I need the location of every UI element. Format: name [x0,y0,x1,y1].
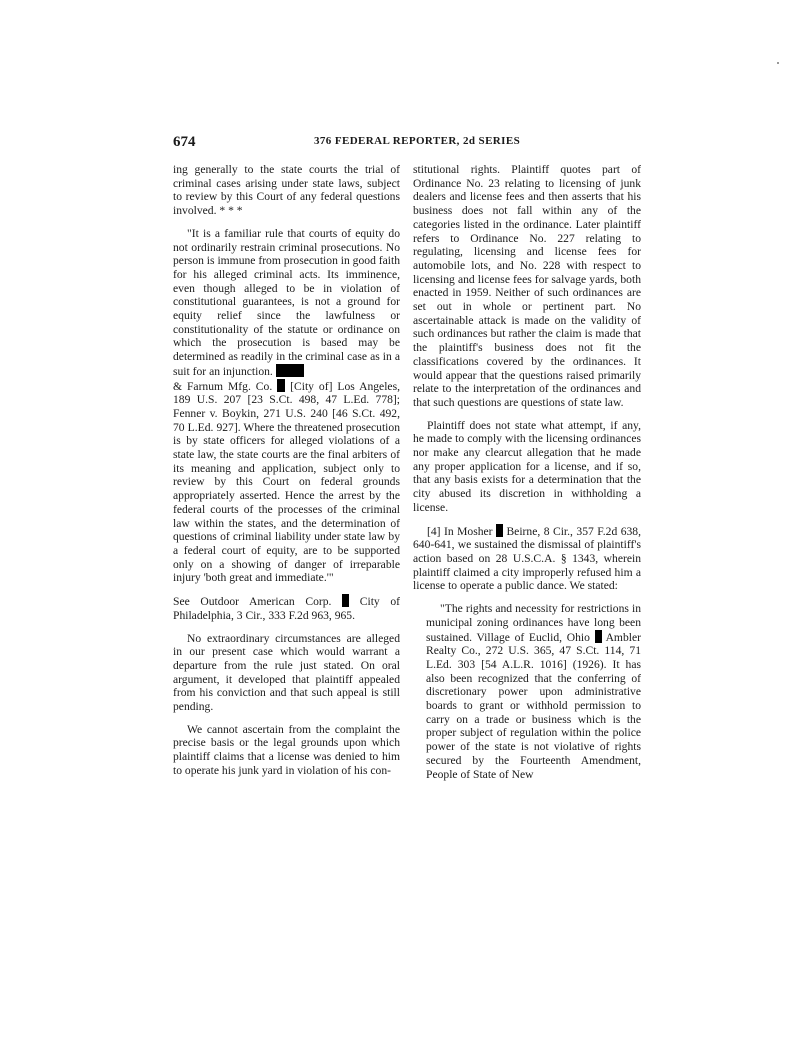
page-header [173,134,643,154]
quote-text: "The rights and necessity for restrictions in municipal zoning ordinances have long been sustained. Village of Euclid, Ohio Ambler Realty Co., 272 U.S. 365, 47 S.Ct. 114, 71 L.Ed. 303 [54 A.L.R. 1016] (1926). It has also been recognized that the conferring of discretionary power upon administrative boards to grant or withhold permission to carry on a trade or business which is the proper subject of regulation within the police power of the state is not violative of rights secured by the Fourteenth Amendment, People of State of New [426,602,641,781]
redaction-mark [276,364,304,377]
paragraph: No extraordinary circumstances are alleged in our present case which would warrant a departure from the rule just stated. On oral argument, it developed that plaintiff appealed from his conviction and that such appeal is still pending. [173,631,400,714]
block-quote [426,602,641,781]
left-column [173,163,400,787]
paragraph: [4] In Mosher Beirne, 8 Cir., 357 F.2d 638, 640-641, we sustained the dismissal of plaintiff's action based on 28 U.S.C.A. § 1343, wherein plaintiff claimed a city improperly refused him a license to operate a public dance. We stated: [413,524,641,593]
citation: See Outdoor American Corp. City of Philadelphia, 3 Cir., 333 F.2d 963, 965. [173,595,400,622]
redaction-mark [342,594,349,607]
block-quote [173,227,400,585]
paragraph: Plaintiff does not state what attempt, if any, he made to comply with the licensing ordinances nor make any clearcut allegation that he made any proper application for a license, and if so, that any basis exists for a determination that the city abused its discretion in withholding a license. [413,418,641,514]
page-number: 674 [173,134,196,150]
paragraph: ing generally to the state courts the trial of criminal cases arising under state laws, subject to review by this Court of any federal questions involved. * * * [173,163,400,218]
redaction-mark [496,524,503,537]
right-column [413,163,641,790]
running-title: 376 FEDERAL REPORTER, 2d SERIES [314,135,521,147]
redaction-mark [595,630,602,643]
paragraph: stitutional rights. Plaintiff quotes part of Ordinance No. 23 relating to licensing of junk dealers and license fees and then asserts that his business does not fall within any of the categories listed in the ordinance. Later plaintiff refers to Ordinance No. 227 relating to regulating, licensing and license fees for automobile lots, and No. 228 with respect to licensing and license fees for salvage yards, both enacted in 1959. Neither of such ordinances are set out in whole or pertinent part. No ascertainable attack is made on the validity of such ordinances but rather the claim is made that the plaintiff's business does not fit the classifications covered by the ordinances. It would appear that the questions raised primarily relate to the interpretation of the ordinances and that such questions are questions of state law. [413,163,641,409]
scan-speck [777,62,779,64]
quote-text: "It is a familiar rule that courts of equity do not ordinarily restrain criminal prosecutions. No person is immune from prosecution in good faith for his alleged criminal acts. Its imminence, even though alleged to be in violation of constitutional guarantees, is not a ground for equity relief since the lawfulness or constitutionality of the statute or ordinance on which the prosecution is based may be determined as readily in the criminal case as in a suit for an injunction. & Farnum Mfg. Co. [City of] Los Angeles, 189 U.S. 207 [23 S.Ct. 498, 47 L.Ed. 778]; Fenner v. Boykin, 271 U.S. 240 [46 S.Ct. 492, 70 L.Ed. 927]. Where the threatened prosecution is by state officers for alleged violations of a state law, the state courts are the final arbiters of its meaning and application, subject only to review by this Court on federal grounds appropriately asserted. Hence the arrest by the federal courts of the processes of the criminal law within the states, and the determination of questions of criminal liability under state law by a federal court of equity, are to be supported only on a showing of danger of irreparable injury 'both great and immediate.'" [173,226,401,585]
paragraph: We cannot ascertain from the complaint the precise basis or the legal grounds upon which plaintiff claims that a license was denied to him to operate his junk yard in violation of his con- [173,722,400,777]
redaction-mark [277,379,285,392]
